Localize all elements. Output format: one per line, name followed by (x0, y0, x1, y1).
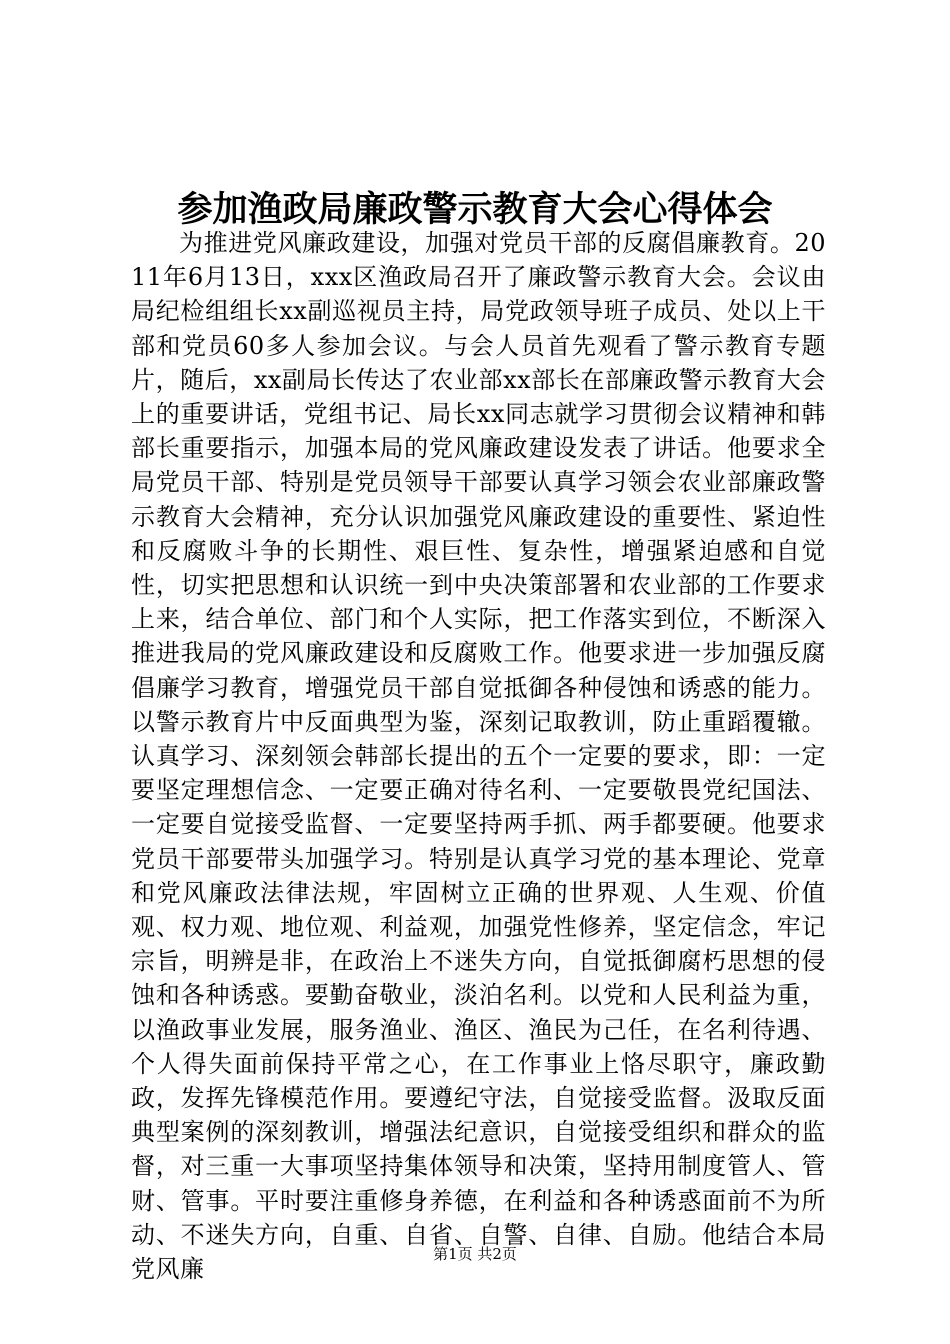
page-footer: 第1页 共2页 (433, 1245, 517, 1263)
body-paragraph: 为推进党风廉政建设，加强对党员干部的反腐倡廉教育。2011年6月13日，xxx区渔政局召开了廉政警示教育大会。会议由局纪检组组长xx副巡视员主持，局党政领导班子成员、处以上干部和党员60多人参加会议。与会人员首先观看了警示教育专题片，随后，xx副局长传达了农业部xx部长在部廉政警示教育大会上的重要讲话，党组书记、局长xx同志就学习贯彻会议精神和韩部长重要指示，加强本局的党风廉政建设发表了讲话。他要求全局党员干部、特别是党员领导干部要认真学习领会农业部廉政警示教育大会精神，充分认识加强党风廉政建设的重要性、紧迫性和反腐败斗争的长期性、艰巨性、复杂性，增强紧迫感和自觉性，切实把思想和认识统一到中央决策部署和农业部的工作要求上来，结合单位、部门和个人实际，把工作落实到位，不断深入推进我局的党风廉政建设和反腐败工作。他要求进一步加强反腐倡廉学习教育，增强党员干部自觉抵御各种侵蚀和诱惑的能力。以警示教育片中反面典型为鉴，深刻记取教训，防止重蹈覆辙。认真学习、深刻领会韩部长提出的五个一定要的要求，即：一定要坚定理想信念、一定要正确对待名利、一定要敬畏党纪国法、一定要自觉接受监督、一定要坚持两手抓、两手都要硬。他要求党员干部要带头加强学习。特别是认真学习党的基本理论、党章和党风廉政法律法规，牢固树立正确的世界观、人生观、价值观、权力观、地位观、利益观，加强党性修养，坚定信念，牢记宗旨，明辨是非，在政治上不迷失方向，自觉抵御腐朽思想的侵蚀和各种诱惑。要勤奋敬业，淡泊名利。以党和人民利益为重，以渔政事业发展，服务渔业、渔区、渔民为己任，在名利待遇、个人得失面前保持平常之心，在工作事业上恪尽职守，廉政勤政，发挥先锋模范作用。要遵纪守法，自觉接受监督。汲取反面典型案例的深刻教训，增强法纪意识，自觉接受组织和群众的监督，对三重一大事项坚持集体领导和决策，坚持用制度管人、管财、管事。平时要注重修身养德，在利益和各种诱惑面前不为所动、不迷失方向，自重、自省、自警、自律、自励。他结合本局党风廉 (131, 229, 826, 1284)
document-title: 参加渔政局廉政警示教育大会心得体会 (177, 189, 773, 230)
